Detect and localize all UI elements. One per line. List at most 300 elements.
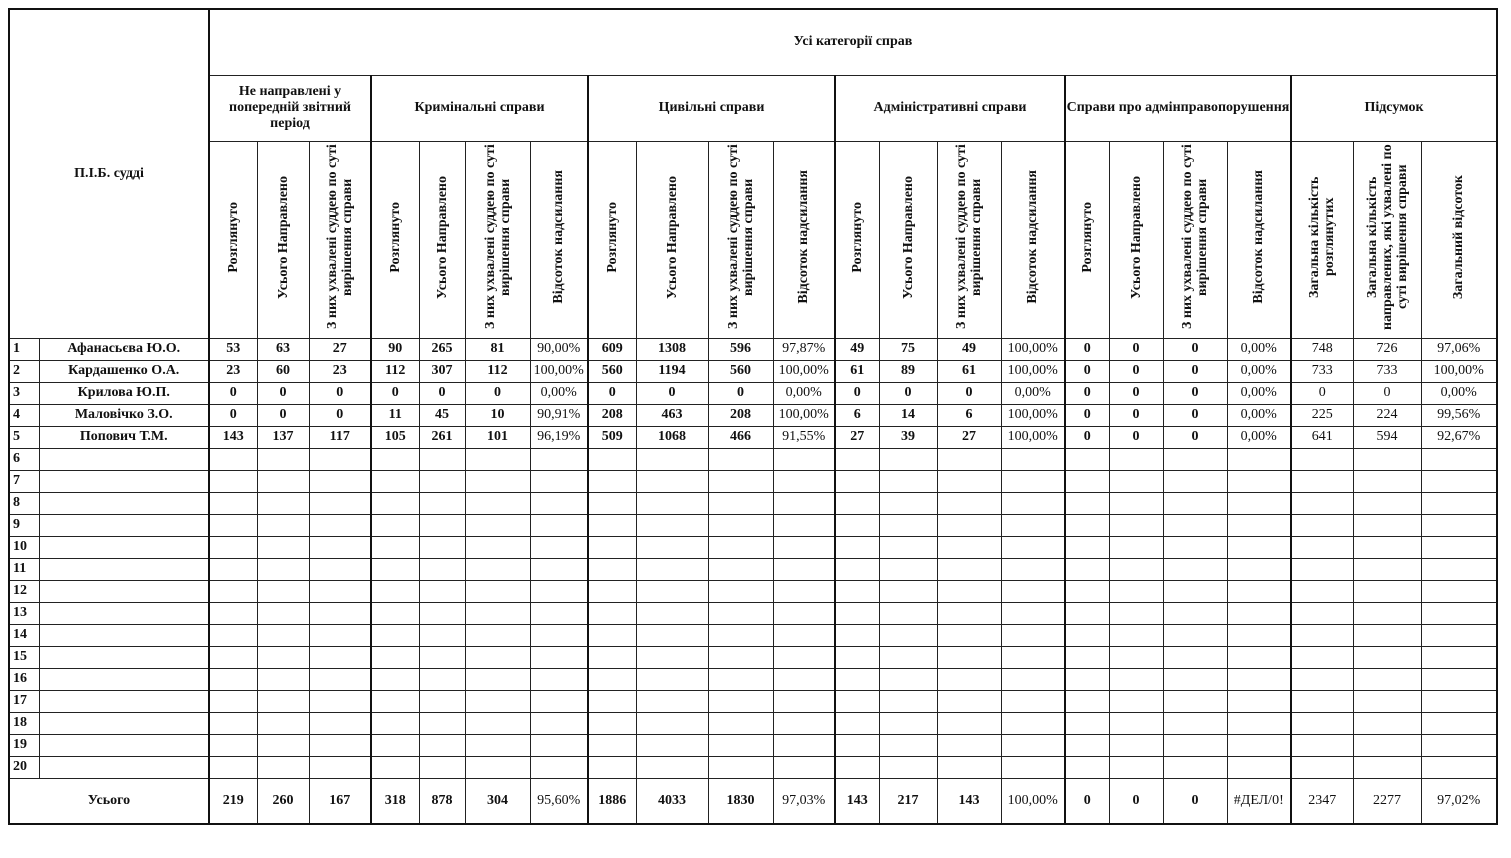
value-cell <box>419 712 465 734</box>
value-cell: 304 <box>465 778 530 824</box>
percent-cell <box>1421 536 1497 558</box>
group-header-not-sent: Не направлені у попередній звітний період <box>209 75 371 141</box>
value-cell: 0 <box>1065 338 1109 360</box>
percent-cell: 0,00% <box>1227 360 1291 382</box>
value-cell <box>708 580 773 602</box>
value-cell <box>465 580 530 602</box>
table-row <box>9 426 1497 448</box>
value-cell <box>879 756 937 778</box>
judge-name: Кардашенко О.А. <box>39 360 209 382</box>
value-cell <box>209 580 257 602</box>
value-cell <box>419 690 465 712</box>
value-cell: 10 <box>465 404 530 426</box>
value-cell <box>1291 536 1353 558</box>
value-cell <box>708 756 773 778</box>
row-number: 2 <box>9 360 39 382</box>
value-cell: 117 <box>309 426 371 448</box>
value-cell <box>1065 668 1109 690</box>
value-cell: 0 <box>465 382 530 404</box>
value-cell <box>209 536 257 558</box>
value-cell: 0 <box>1065 404 1109 426</box>
value-cell <box>588 514 636 536</box>
value-cell <box>1163 492 1227 514</box>
percent-cell: 97,06% <box>1421 338 1497 360</box>
value-cell <box>1353 536 1421 558</box>
value-cell <box>1291 514 1353 536</box>
value-cell: 105 <box>371 426 419 448</box>
value-cell <box>588 712 636 734</box>
value-cell: 0 <box>1109 778 1163 824</box>
value-cell <box>1065 624 1109 646</box>
value-cell <box>879 712 937 734</box>
percent-cell: 0,00% <box>1227 404 1291 426</box>
percent-cell <box>1421 602 1497 624</box>
value-cell <box>1163 536 1227 558</box>
value-cell <box>879 646 937 668</box>
percent-cell: 97,87% <box>773 338 835 360</box>
value-cell <box>835 756 879 778</box>
subheader-sent-total: Усього Направлено <box>636 141 708 338</box>
value-cell <box>419 734 465 756</box>
value-cell <box>937 470 1001 492</box>
value-cell <box>835 470 879 492</box>
value-cell: 0 <box>1065 360 1109 382</box>
value-cell <box>1109 646 1163 668</box>
percent-cell <box>530 712 588 734</box>
value-cell <box>1291 668 1353 690</box>
percent-cell <box>1227 646 1291 668</box>
value-cell <box>309 470 371 492</box>
percent-cell <box>1421 712 1497 734</box>
value-cell <box>257 602 309 624</box>
judges-statistics-table <box>8 8 1498 825</box>
value-cell: 0 <box>588 382 636 404</box>
percent-cell: 0,00% <box>1421 382 1497 404</box>
value-cell <box>1291 492 1353 514</box>
judge-name: Афанасьєва Ю.О. <box>39 338 209 360</box>
value-cell <box>708 646 773 668</box>
percent-cell <box>1421 448 1497 470</box>
percent-cell <box>1421 646 1497 668</box>
value-cell <box>708 668 773 690</box>
value-cell <box>309 492 371 514</box>
judge-name <box>39 690 209 712</box>
value-cell: 27 <box>835 426 879 448</box>
value-cell <box>1353 580 1421 602</box>
value-cell: 0 <box>257 382 309 404</box>
percent-cell <box>1227 580 1291 602</box>
percent-cell <box>1001 712 1065 734</box>
value-cell <box>937 448 1001 470</box>
value-cell: 4033 <box>636 778 708 824</box>
value-cell <box>1163 448 1227 470</box>
value-cell <box>1163 558 1227 580</box>
value-cell: 60 <box>257 360 309 382</box>
value-cell <box>1291 448 1353 470</box>
value-cell: 0 <box>636 382 708 404</box>
value-cell <box>465 536 530 558</box>
value-cell <box>209 734 257 756</box>
percent-cell <box>530 536 588 558</box>
value-cell <box>879 580 937 602</box>
value-cell <box>937 580 1001 602</box>
value-cell: 217 <box>879 778 937 824</box>
value-cell <box>419 470 465 492</box>
value-cell: 748 <box>1291 338 1353 360</box>
percent-cell <box>773 536 835 558</box>
value-cell: 0 <box>1109 382 1163 404</box>
value-cell <box>636 668 708 690</box>
value-cell: 45 <box>419 404 465 426</box>
value-cell <box>588 470 636 492</box>
subheader-approved: З них ухвалені суддею по суті вирішення справи <box>937 141 1001 338</box>
value-cell <box>636 756 708 778</box>
value-cell <box>636 580 708 602</box>
value-cell: 463 <box>636 404 708 426</box>
percent-cell <box>530 690 588 712</box>
value-cell <box>835 734 879 756</box>
value-cell <box>257 668 309 690</box>
percent-cell <box>1227 470 1291 492</box>
table-row <box>9 514 1497 536</box>
row-number: 15 <box>9 646 39 668</box>
value-cell <box>1353 602 1421 624</box>
value-cell <box>708 514 773 536</box>
value-cell <box>465 646 530 668</box>
value-cell: 49 <box>937 338 1001 360</box>
percent-cell <box>1227 602 1291 624</box>
value-cell: 594 <box>1353 426 1421 448</box>
value-cell: 733 <box>1353 360 1421 382</box>
percent-cell: 91,55% <box>773 426 835 448</box>
value-cell: 560 <box>588 360 636 382</box>
value-cell <box>708 558 773 580</box>
table-row <box>9 404 1497 426</box>
judge-name <box>39 734 209 756</box>
value-cell <box>879 558 937 580</box>
value-cell <box>1353 514 1421 536</box>
row-number: 18 <box>9 712 39 734</box>
value-cell <box>636 448 708 470</box>
value-cell <box>1291 580 1353 602</box>
value-cell: 90 <box>371 338 419 360</box>
percent-cell <box>1001 558 1065 580</box>
subheader-sent-total: Усього Направлено <box>257 141 309 338</box>
percent-cell <box>530 668 588 690</box>
row-number: 7 <box>9 470 39 492</box>
judge-name: Крилова Ю.П. <box>39 382 209 404</box>
percent-cell <box>1227 536 1291 558</box>
percent-cell <box>1227 690 1291 712</box>
value-cell: 1308 <box>636 338 708 360</box>
value-cell <box>419 448 465 470</box>
percent-cell <box>1421 580 1497 602</box>
subheader-reviewed: Розглянуто <box>371 141 419 338</box>
value-cell: 0 <box>937 382 1001 404</box>
value-cell <box>1065 646 1109 668</box>
value-cell <box>708 470 773 492</box>
percent-cell: 0,00% <box>773 382 835 404</box>
value-cell <box>1353 668 1421 690</box>
table-row <box>9 624 1497 646</box>
value-cell <box>1109 492 1163 514</box>
value-cell: 208 <box>708 404 773 426</box>
value-cell <box>879 602 937 624</box>
row-number: 10 <box>9 536 39 558</box>
value-cell <box>257 712 309 734</box>
value-cell <box>879 514 937 536</box>
value-cell: 261 <box>419 426 465 448</box>
value-cell: 641 <box>1291 426 1353 448</box>
value-cell <box>1353 646 1421 668</box>
percent-cell <box>1001 668 1065 690</box>
table-row <box>9 470 1497 492</box>
value-cell <box>1353 624 1421 646</box>
subheader-total-percent: Загальний відсоток <box>1421 141 1497 338</box>
value-cell <box>309 448 371 470</box>
value-cell <box>1291 712 1353 734</box>
value-cell <box>1291 624 1353 646</box>
value-cell <box>1291 734 1353 756</box>
percent-cell: 96,19% <box>530 426 588 448</box>
value-cell <box>1065 514 1109 536</box>
value-cell: 0 <box>309 404 371 426</box>
value-cell <box>209 756 257 778</box>
value-cell <box>835 668 879 690</box>
subheader-total-sent: Загальна кількість направлених, які ухвалені по суті вирішення справи <box>1353 141 1421 338</box>
value-cell <box>1291 558 1353 580</box>
value-cell <box>1163 470 1227 492</box>
value-cell <box>879 690 937 712</box>
percent-cell <box>1001 536 1065 558</box>
percent-cell <box>530 492 588 514</box>
value-cell <box>209 646 257 668</box>
value-cell: 0 <box>708 382 773 404</box>
value-cell <box>835 712 879 734</box>
judge-name <box>39 580 209 602</box>
value-cell <box>708 602 773 624</box>
value-cell: 208 <box>588 404 636 426</box>
value-cell: 6 <box>937 404 1001 426</box>
value-cell: 225 <box>1291 404 1353 426</box>
percent-cell <box>1001 756 1065 778</box>
value-cell <box>1109 624 1163 646</box>
subheader-total-reviewed: Загальна кількість розглянутих <box>1291 141 1353 338</box>
value-cell <box>257 470 309 492</box>
value-cell: 23 <box>209 360 257 382</box>
percent-cell <box>530 558 588 580</box>
judge-name <box>39 558 209 580</box>
percent-cell <box>1227 492 1291 514</box>
table-row <box>9 360 1497 382</box>
value-cell <box>708 448 773 470</box>
percent-cell <box>530 514 588 536</box>
value-cell: 0 <box>1065 426 1109 448</box>
percent-cell <box>773 580 835 602</box>
group-header-criminal: Кримінальні справи <box>371 75 588 141</box>
value-cell: 1886 <box>588 778 636 824</box>
value-cell <box>588 558 636 580</box>
value-cell: 14 <box>879 404 937 426</box>
value-cell: 27 <box>937 426 1001 448</box>
value-cell <box>419 536 465 558</box>
percent-cell: 100,00% <box>530 360 588 382</box>
value-cell <box>309 536 371 558</box>
value-cell <box>419 624 465 646</box>
value-cell <box>309 668 371 690</box>
value-cell <box>209 558 257 580</box>
value-cell <box>209 470 257 492</box>
percent-cell <box>1001 624 1065 646</box>
value-cell <box>371 646 419 668</box>
percent-cell: 0,00% <box>1227 426 1291 448</box>
judge-name <box>39 470 209 492</box>
percent-cell <box>773 602 835 624</box>
table-row <box>9 646 1497 668</box>
subheader-sent-total: Усього Направлено <box>1109 141 1163 338</box>
percent-cell <box>773 734 835 756</box>
value-cell: 143 <box>937 778 1001 824</box>
percent-cell <box>530 646 588 668</box>
judge-name <box>39 448 209 470</box>
value-cell <box>835 558 879 580</box>
value-cell <box>1109 558 1163 580</box>
value-cell <box>257 580 309 602</box>
row-number: 11 <box>9 558 39 580</box>
value-cell: 509 <box>588 426 636 448</box>
percent-cell <box>1001 690 1065 712</box>
table-row <box>9 712 1497 734</box>
value-cell <box>1065 558 1109 580</box>
value-cell <box>257 624 309 646</box>
value-cell: 75 <box>879 338 937 360</box>
value-cell <box>879 668 937 690</box>
value-cell: 61 <box>835 360 879 382</box>
value-cell: 0 <box>1291 382 1353 404</box>
table-row <box>9 580 1497 602</box>
percent-cell: 97,02% <box>1421 778 1497 824</box>
value-cell <box>1065 602 1109 624</box>
percent-cell: 100,00% <box>773 360 835 382</box>
value-cell <box>419 580 465 602</box>
percent-cell <box>1001 580 1065 602</box>
percent-cell <box>530 448 588 470</box>
percent-cell <box>1421 624 1497 646</box>
value-cell: 112 <box>371 360 419 382</box>
value-cell: 596 <box>708 338 773 360</box>
value-cell <box>708 536 773 558</box>
percent-cell <box>1421 756 1497 778</box>
value-cell <box>879 448 937 470</box>
value-cell: 0 <box>419 382 465 404</box>
value-cell <box>636 492 708 514</box>
value-cell: 466 <box>708 426 773 448</box>
value-cell <box>879 470 937 492</box>
value-cell <box>636 514 708 536</box>
value-cell <box>209 712 257 734</box>
value-cell: 0 <box>879 382 937 404</box>
value-cell <box>419 668 465 690</box>
judge-name <box>39 646 209 668</box>
value-cell <box>937 536 1001 558</box>
value-cell <box>371 756 419 778</box>
value-cell <box>1163 712 1227 734</box>
value-cell: 0 <box>1109 338 1163 360</box>
value-cell: 0 <box>1163 338 1227 360</box>
value-cell <box>636 602 708 624</box>
value-cell: 0 <box>1163 426 1227 448</box>
percent-cell: 100,00% <box>1001 778 1065 824</box>
percent-cell <box>1001 448 1065 470</box>
value-cell <box>209 448 257 470</box>
value-cell: 878 <box>419 778 465 824</box>
row-number: 17 <box>9 690 39 712</box>
value-cell <box>1109 756 1163 778</box>
value-cell <box>636 646 708 668</box>
row-number: 5 <box>9 426 39 448</box>
judge-name <box>39 514 209 536</box>
all-categories-header: Усі категорії справ <box>209 9 1497 75</box>
value-cell <box>588 492 636 514</box>
value-cell <box>636 734 708 756</box>
value-cell: 1068 <box>636 426 708 448</box>
value-cell <box>309 756 371 778</box>
percent-cell <box>530 756 588 778</box>
value-cell <box>371 668 419 690</box>
value-cell <box>1353 734 1421 756</box>
value-cell: 265 <box>419 338 465 360</box>
percent-cell <box>773 514 835 536</box>
subheader-sent-total: Усього Направлено <box>879 141 937 338</box>
percent-cell: 100,00% <box>1001 426 1065 448</box>
value-cell <box>1353 756 1421 778</box>
table-row <box>9 734 1497 756</box>
value-cell: 143 <box>835 778 879 824</box>
value-cell <box>1163 580 1227 602</box>
value-cell <box>835 514 879 536</box>
subheader-percent: Відсоток надсилання <box>1001 141 1065 338</box>
value-cell <box>257 690 309 712</box>
value-cell <box>1163 624 1227 646</box>
value-cell <box>371 514 419 536</box>
value-cell <box>257 514 309 536</box>
value-cell <box>257 536 309 558</box>
value-cell <box>835 492 879 514</box>
percent-cell <box>1227 558 1291 580</box>
percent-cell <box>773 668 835 690</box>
percent-cell <box>773 492 835 514</box>
value-cell <box>309 712 371 734</box>
judge-name <box>39 624 209 646</box>
value-cell <box>309 690 371 712</box>
percent-cell <box>530 470 588 492</box>
value-cell <box>835 690 879 712</box>
value-cell <box>1109 514 1163 536</box>
value-cell <box>1291 756 1353 778</box>
percent-cell <box>1001 602 1065 624</box>
percent-cell <box>1227 624 1291 646</box>
value-cell <box>937 492 1001 514</box>
percent-cell: #ДЕЛ/0! <box>1227 778 1291 824</box>
table-row <box>9 602 1497 624</box>
value-cell <box>1065 492 1109 514</box>
value-cell <box>636 470 708 492</box>
value-cell <box>209 690 257 712</box>
value-cell <box>465 558 530 580</box>
subheader-sent-total: Усього Направлено <box>419 141 465 338</box>
subheader-reviewed: Розглянуто <box>588 141 636 338</box>
value-cell <box>309 580 371 602</box>
